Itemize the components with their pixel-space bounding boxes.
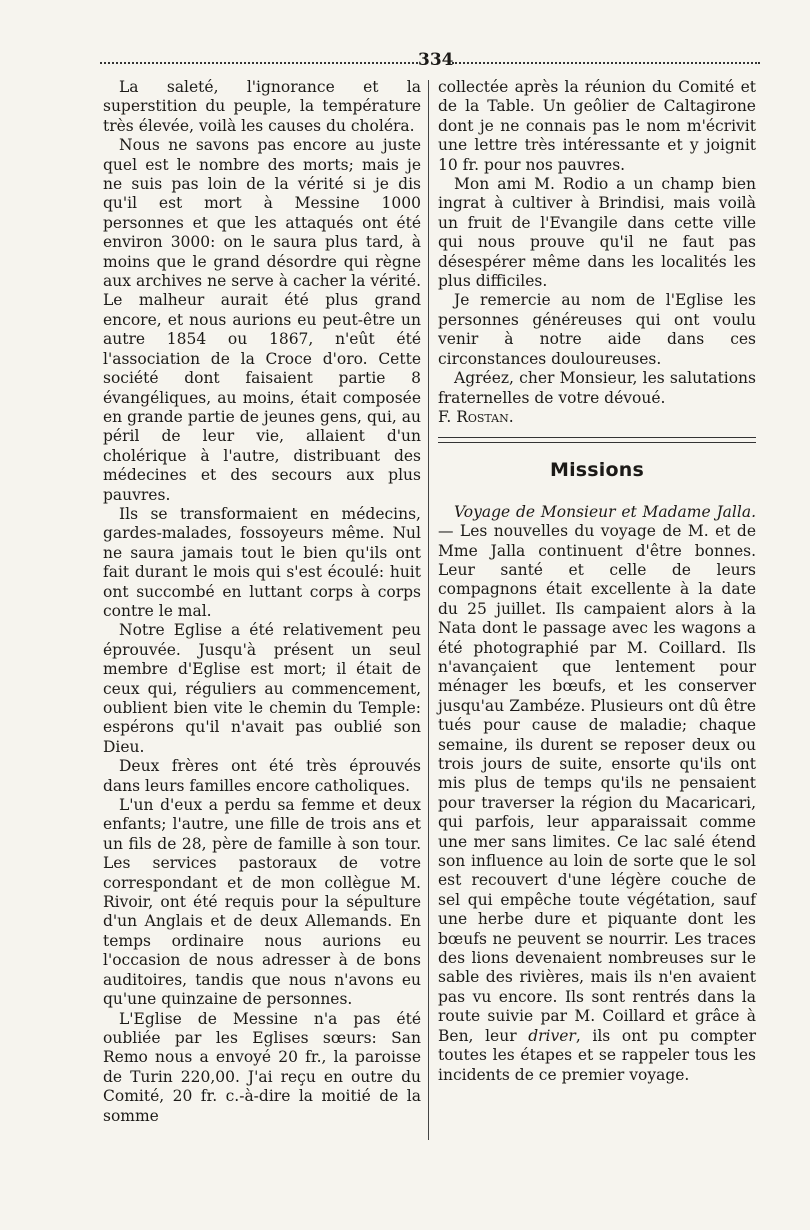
section-heading: Missions [549,459,645,482]
driver-word: driver [528,1026,576,1045]
left-column [103,78,421,1126]
article-title: Voyage de Monsieur et Madame Jalla. [454,502,756,521]
right-column [438,78,756,1085]
page-header [100,50,760,70]
paragraph: Ils se transformaient en médecins, gardes-malades, fossoyeurs même. Nul ne saura jamais tout le bien qu'ils ont fait durant le mois qui s'est écoulé: huit ont succombé en luttant corps à corps contre le mal. [103,504,421,620]
paragraph: Mon ami M. Rodio a un champ bien ingrat à cultiver à Brindisi, mais voilà un fruit de l'Evangile dans cette ville qui nous prouve qu'il ne faut pas désespérer même dans les localités les plus difficiles. [438,175,756,291]
paragraph: Agréez, cher Monsieur, les salutations fraternelles de votre dévoué. [438,369,756,407]
section-divider [438,437,756,443]
missions-paragraph [438,503,756,1085]
column-divider [428,80,429,1140]
header-rule-left [100,62,418,64]
paragraph: Notre Eglise a été relativement peu éprouvée. Jusqu'à présent un seul membre d'Eglise est mort; il était de ceux qui, réguliers au commencement, oublient bien vite le chemin du Temple: espérons qu'il n'avait pas oublié son Dieu. [103,621,421,756]
paragraph: Deux frères ont été très éprouvés dans leurs familles encore catholiques. [103,757,421,795]
paragraph: Nous ne savons pas encore au juste quel est le nombre des morts; mais je ne suis pas loin de la vérité si je dis qu'il est mort à Messine 1000 personnes et que les attaqués ont été environ 3000: on le saura plus tard, à moins que le grand désordre qui règne aux archives ne serve à cacher la vérité. Le malheur aurait été plus grand encore, et nous aurions eu peut-être un autre 1854 ou 1867, n'eût été l'association de la Croce d'oro. Cette société dont faisaient partie 8 évangéliques, au moins, était composée en grande partie de jeunes gens, qui, au péril de leur vie, allaient d'un cholérique à l'autre, distribuant des médecines et des secours aux plus pauvres. [103,136,421,504]
paragraph: La saleté, l'ignorance et la superstition du peuple, la température très élevée, voilà les causes du choléra. [103,78,421,135]
article-body-end: , ils ont pu compter toutes les étapes et se rappeler tous les incidents de ce premier voyage. [438,1026,756,1084]
paragraph: L'Eglise de Messine n'a pas été oubliée par les Eglises sœurs: San Remo nous a envoyé 20 fr., la paroisse de Turin 220,00. J'ai reçu en outre du Comité, 20 fr. c.-à-dire la moitié de la somme [103,1009,421,1125]
paragraph: L'un d'eux a perdu sa femme et deux enfants; l'autre, une fille de trois ans et un fils de 28, père de famille à son tour. Les services pastoraux de votre correspondant et de mon collègue M. Rivoir, ont été requis pour la sépulture d'un Anglais et de deux Allemands. En temps ordinaire nous aurions eu l'occasion de nous adresser à de bons auditoires, tandis que nous n'avons eu qu'une quinzaine de personnes. [103,796,421,1009]
signature: F. Rostan. [438,407,514,426]
paragraph: collectée après la réunion du Comité et de la Table. Un geôlier de Caltagirone dont je ne connais pas le nom m'écrivit une lettre très intéressante et y joignit 10 fr. pour nos pauvres. [438,78,756,174]
header-rule-right [452,62,760,64]
paragraph: Je remercie au nom de l'Eglise les personnes généreuses qui ont voulu venir à notre aide dans ces circonstances douloureuses. [438,291,756,368]
article-body: — Les nouvelles du voyage de M. et de Mme Jalla continuent d'être bonnes. Leur santé et celle de leurs compagnons était excellente à la date du 25 juillet. Ils campaient alors à la Nata dont le passage avec les wagons a été photographié par M. Coillard. Ils n'avançaient que lentement pour ménager les bœufs, et les conserver jusqu'au Zambéze. Plusieurs ont dû être tués pour cause de maladie; chaque semaine, ils durent se reposer deux ou trois jours de suite, ensorte qu'ils ont mis plus de temps qu'ils ne pensaient pour traverser la région du Macaricari, qui parfois, leur apparaissait comme une mer sans limites. Ce lac salé étend son influence au loin de sorte que le sol est recouvert d'une légère couche de sel qui empêche toute végétation, sauf une herbe dure et piquante dont les bœufs ne peuvent se nourrir. Les traces des lions devenaient nombreuses sur le sable des rivières, mais ils n'en avaient pas vu encore. Ils sont rentrés dans la route suivie par M. Coillard et grâce à Ben, leur [438,522,756,1045]
page-number: 334 [418,50,454,70]
